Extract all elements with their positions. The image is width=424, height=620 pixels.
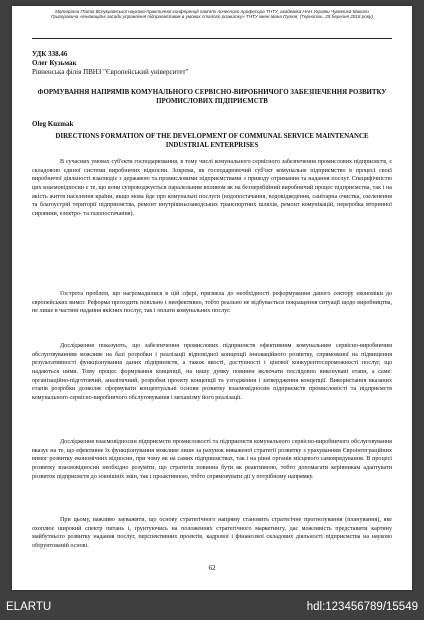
repository-name: ELARTU — [6, 601, 52, 613]
conference-header: Матеріали ІТатої Всеукраїнської науково-практичної конференції пам'яті почесного професора ТНТУ, академіка НАН України Чумачика Миколи Григоровича «Інноваційні засади управління підприємством в умовах сталого розвитку» ТНТУ імені Івана Пулюя, (Тернопіль, 25 березня 2016 року) — [51, 9, 373, 20]
author-affiliation: Рівненська філія ПВНЗ "Європейський університет" — [32, 68, 189, 76]
paragraph: Дослідження взаємовідносин підприємств промисловості та підприємств комунального сервісно-виробничого обслуговування вказує на те, що ефективне їх функціонування можливе лише за рахунок виваженої стратегії розвитку з урахуванням Євроінтеграційних вимог розвитку економічних відносин, при чому як на самих підприємствах, так і на рівні органів місцевого самоврядування. В процесі розвитку взаємовідносин необхідно розуміти, що стратегія повинна бути як реактивною, тобто допомагати керівникам адаптувати розвиток підприємств до зовнішніх змін, так і проактивною, тобто спрямовувати дії у потрібному напрямку. — [32, 439, 392, 480]
handle-id: hdl:123456789/15549 — [306, 601, 418, 613]
udk-code: УДК 338.46 — [32, 50, 68, 58]
article-title-en: DIRECTIONS FORMATION OF THE DEVELOPMENT OF COMMUNAL SERVICE MAINTENANCE INDUSTRIAL ENTERPRISES — [55, 133, 369, 149]
paragraph: При цьому, важливо зауважити, що основу стратегічного напряму становить стратегічне прогнозування (планування), яке охоплює широкий спектр питань і, ґрунтуючись на положеннях стратегічного маркетингу, дає можливість представити картину майбутнього розвитку надання послуг, перспективних проектів, кадрової і фінансової складових діяльності підприємства на науково обґрунтованій основі. — [32, 517, 392, 550]
paragraph: Гострота проблем, що нагромадилися в цій сфері, призвела до необхідності реформування даного сектору економіки до європейських вимог. Реформа проходить повільно і неефективно, тобто реально не відбувається покращення ситуації щодо виробництва, не лише в частині надання якісних послуг, так і оплати комунальних послуг. — [32, 291, 392, 315]
header-divider — [32, 38, 392, 39]
paragraph: Дослідження показують, що забезпечення промислових підприємств ефективним комунальним сервісно-виробничим обслуговуванням можливе на базі розробки і реалізації відповідної концепції інноваційного розвитку, спрямованої на підвищення результативності функціонування даних підприємств, а також якості, доступності і цінової конкурентоспроможності послуг, що надаються ними. Тому процес формування концепції, на нашу думку повинен включати послідовно виконувані етапи, а саме: організаційно-підготовчий, аналітичний, розробки проекту концепції та узгодження і затвердження концепції. Використання вказаних етапів розробки дозволяє сформувати концептуальні основи розвитку взаємовідносин підприємств промисловості та підприємств комунального сервісно-виробничого обслуговування і механізму його реалізації. — [32, 343, 392, 402]
paragraph: В сучасних умовах суб'єкти господарювання, в тому числі комунального сервісного забезпечення промислових підприємств, є складовою єдиної системи виробничих відносин. Зокрема, як господарювочий суб'єкт комунальне підприємство в процесі своєї виробничої діяльності взаємодіє з державою та промисловими підприємствами з приводу отримання та надання послуг. Специфічністю цих взаємовідносин є те, що вони супроводжується паралельним впливом як на безперебійний виробничий процес підприємства, так і на якість життя населення країни, якщо мова йде про комунальні послуги (водопостачання, водовідведення, санітарна очистка, озеленення та благоустрій території підприємства, ремонт внутрішньозаводських транспортних шляхів, ремонт комунікацій, переробка вторинної сировини, електро- та газопостачання). — [32, 159, 392, 218]
author-name-ua: Олег Кузьмак — [32, 59, 77, 67]
author-name-en: Oleg Kuzmak — [32, 120, 74, 128]
repository-footer — [0, 596, 424, 620]
article-title-ua: ФОРМУВАННЯ НАПРЯМІВ КОМУНАЛЬНОГО СЕРВІСНО-ВИРОБНИЧОГО ЗАБЕЗПЕЧЕННЯ РОЗВИТКУ ПРОМИСЛОВИХ ПІДПРИЄМСТВ — [37, 89, 387, 105]
page-number: 62 — [208, 564, 216, 572]
document-page — [12, 6, 412, 590]
